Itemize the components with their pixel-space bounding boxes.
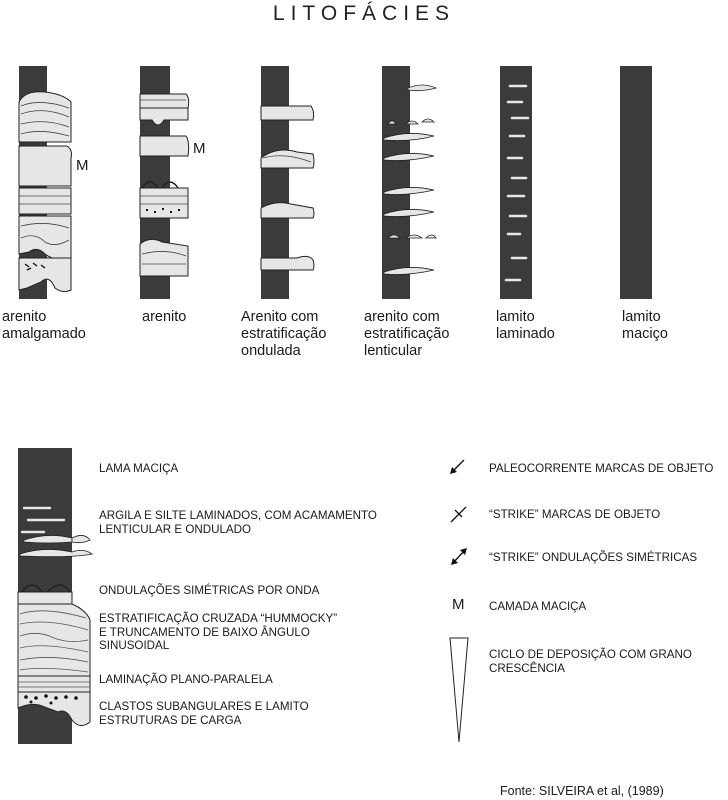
legend-label-argila-silte: ARGILA E SILTE LAMINADOS, COM ACAMAMENTO LENTICULAR E ONDULADO	[99, 509, 377, 536]
massive-layer-marker: M	[193, 140, 206, 157]
double-arrow-icon	[448, 546, 470, 568]
legend-label-camada-macica: CAMADA MACIÇA	[489, 600, 587, 613]
legend-label-strike-ondulacoes: “STRIKE” ONDULAÇÕES SIMÉTRICAS	[489, 551, 698, 564]
column-lamito-macico	[616, 62, 656, 302]
column-arenito	[136, 62, 206, 302]
legend-label-strike-marcas: “STRIKE” MARCAS DE OBJETO	[489, 508, 661, 521]
page-title: LITOFÁCIES	[272, 2, 456, 25]
column-arenito-amalgamado	[15, 62, 105, 302]
legend-label-ciclo-deposicao: CICLO DE DEPOSIÇÃO COM GRANO CRESCÊNCIA	[489, 648, 692, 675]
column-label-arenito-estratificacao-ondulada: Arenito com estratificação ondulada	[241, 309, 327, 359]
wedge-triangle-icon	[448, 636, 472, 746]
legend-stratigraphic-column	[14, 444, 104, 744]
legend-label-lama-macica: LAMA MACIÇA	[99, 462, 179, 475]
column-label-arenito-amalgamado: arenito amalgamado	[2, 309, 86, 342]
column-label-lamito-macico: lamito maciço	[622, 309, 668, 342]
legend-label-hummocky: ESTRATIFICAÇÃO CRUZADA “HUMMOCKY” E TRUNCAMENTO DE BAIXO ÂNGULO SINUSOIDAL	[99, 612, 338, 652]
massive-layer-symbol: M	[452, 596, 465, 613]
strike-tick-icon	[449, 504, 469, 524]
column-label-arenito-estratificacao-lenticular: arenito com estratificação lenticular	[364, 309, 450, 359]
legend-label-paleocorrente: PALEOCORRENTE MARCAS DE OBJETO	[489, 462, 714, 475]
column-arenito-estratificacao-lenticular	[378, 62, 458, 302]
massive-layer-marker: M	[76, 157, 89, 174]
column-label-arenito: arenito	[142, 309, 187, 325]
paleocurrent-arrow-icon	[447, 457, 467, 477]
column-arenito-estratificacao-ondulada	[257, 62, 337, 302]
column-label-lamito-laminado: lamito laminado	[496, 309, 555, 342]
legend-label-clastos: CLASTOS SUBANGULARES E LAMITO ESTRUTURAS DE CARGA	[99, 700, 309, 727]
legend-label-ondulacoes: ONDULAÇÕES SIMÉTRICAS POR ONDA	[99, 584, 320, 597]
source-citation: Fonte: SILVEIRA et al, (1989)	[500, 784, 664, 798]
legend-label-laminacao: LAMINAÇÃO PLANO-PARALELA	[99, 673, 273, 686]
column-lamito-laminado	[496, 62, 536, 302]
